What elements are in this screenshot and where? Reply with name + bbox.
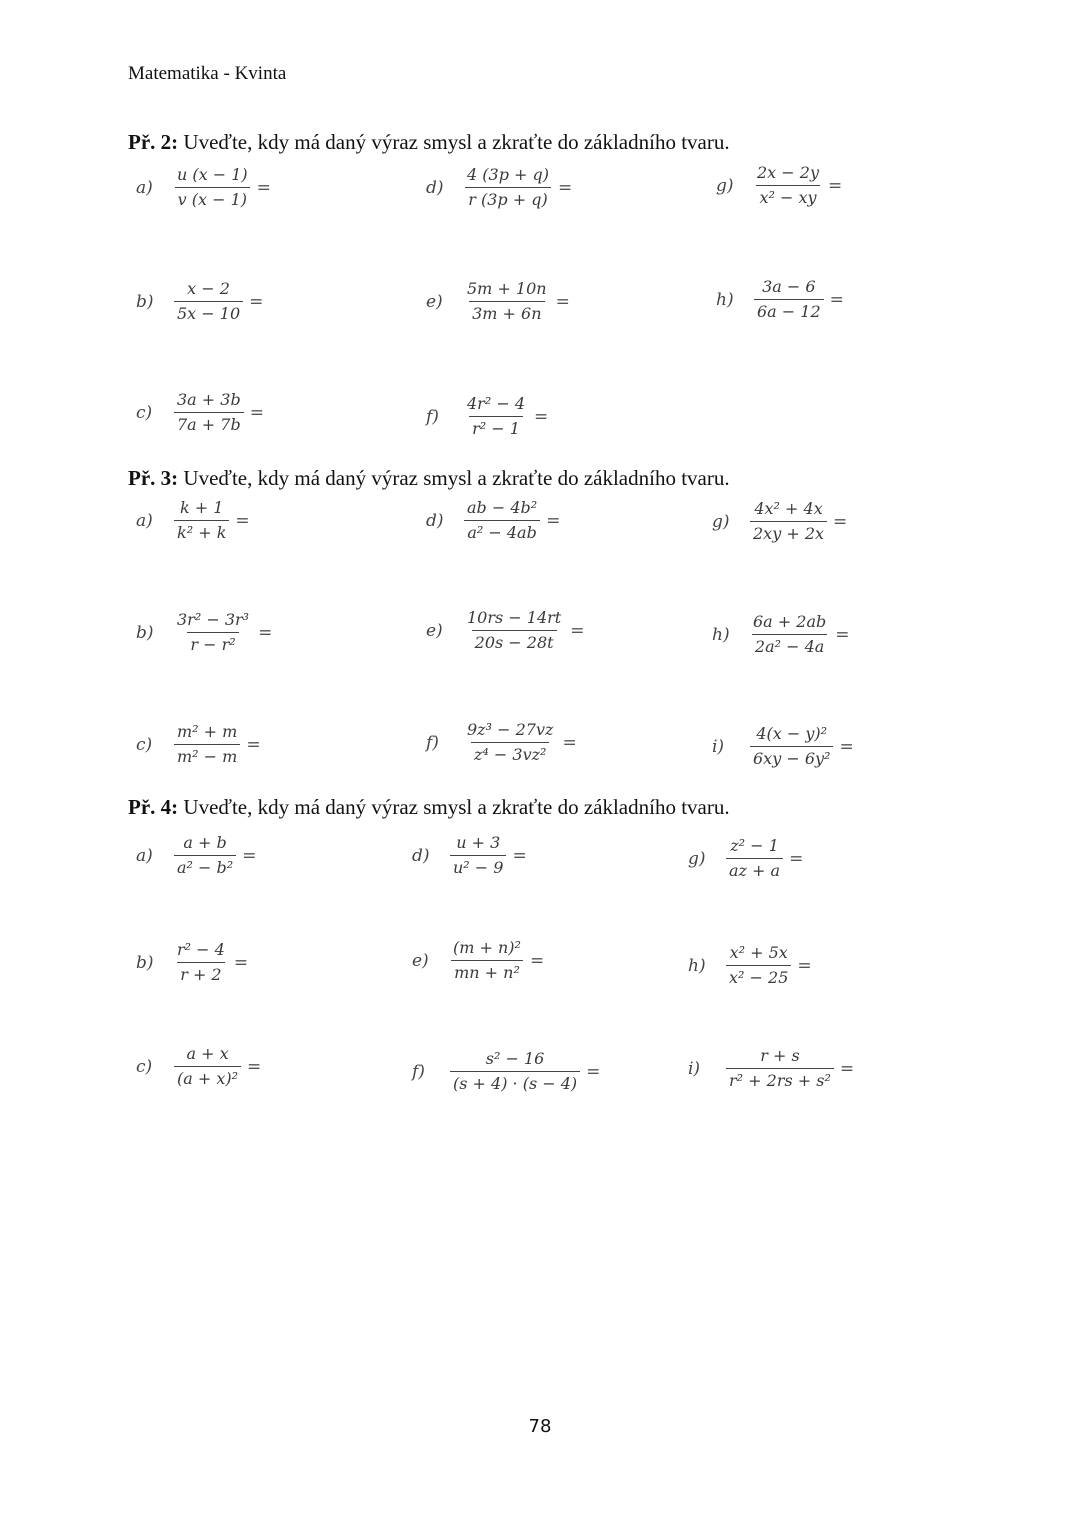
numerator: m² + m	[177, 722, 238, 741]
fraction	[464, 608, 564, 653]
denominator: r − r²	[187, 632, 238, 655]
exercise-2g	[716, 163, 842, 208]
exercise-label: f)	[412, 1061, 425, 1082]
exercise-label: c)	[136, 1056, 153, 1077]
denominator: z⁴ − 3vz²	[471, 742, 549, 765]
section-instruction: Uveďte, kdy má daný výraz smysl a zkraťte do základního tvaru.	[178, 130, 730, 154]
equals-sign: =	[833, 511, 848, 532]
denominator: a² − 4ab	[464, 520, 540, 543]
fraction	[726, 943, 791, 988]
denominator: mn + n²	[451, 960, 523, 983]
numerator: 3a − 6	[762, 277, 816, 296]
section-prefix: Př. 4:	[128, 795, 179, 819]
exercise-2c	[136, 390, 264, 435]
denominator: (a + x)²	[174, 1066, 241, 1089]
denominator: 7a + 7b	[174, 412, 244, 435]
exercise-label: b)	[136, 291, 154, 312]
section-heading-4	[128, 795, 730, 820]
equals-sign: =	[839, 736, 854, 757]
exercise-3i	[712, 724, 854, 769]
numerator: 9z³ − 27vz	[467, 720, 554, 739]
denominator: 6xy − 6y²	[750, 746, 833, 769]
denominator: r² − 1	[469, 416, 523, 439]
numerator: x² + 5x	[729, 943, 788, 962]
fraction	[754, 163, 822, 208]
numerator: a + b	[183, 833, 227, 852]
section-instruction: Uveďte, kdy má daný výraz smysl a zkraťte do základního tvaru.	[178, 795, 730, 819]
numerator: 4x² + 4x	[754, 499, 823, 518]
numerator: 5m + 10n	[467, 279, 547, 298]
fraction	[750, 499, 827, 544]
exercise-2h	[716, 277, 844, 322]
exercise-3g	[712, 499, 847, 544]
exercise-label: a)	[136, 845, 153, 866]
exercise-4g	[688, 836, 803, 881]
numerator: (m + n)²	[453, 938, 521, 957]
numerator: a + x	[186, 1044, 229, 1063]
numerator: 6a + 2ab	[753, 612, 827, 631]
equals-sign: =	[828, 175, 843, 196]
equals-sign: =	[235, 510, 250, 531]
exercise-label: e)	[426, 291, 443, 312]
denominator: az + a	[726, 858, 783, 881]
denominator: (s + 4) · (s − 4)	[450, 1071, 580, 1094]
exercise-label: h)	[712, 624, 730, 645]
exercise-label: c)	[136, 734, 153, 755]
exercise-label: g)	[712, 511, 730, 532]
denominator: m² − m	[174, 744, 240, 767]
numerator: s² − 16	[485, 1049, 545, 1068]
equals-sign: =	[247, 1056, 262, 1077]
section-prefix: Př. 3:	[128, 466, 179, 490]
numerator: u + 3	[456, 833, 501, 852]
equals-sign: =	[249, 291, 264, 312]
exercise-label: b)	[136, 622, 154, 643]
exercise-3h	[712, 612, 850, 657]
exercise-3a	[136, 498, 250, 543]
equals-sign: =	[534, 406, 549, 427]
numerator: 2x − 2y	[757, 163, 819, 182]
fraction	[174, 610, 252, 655]
exercise-4c	[136, 1044, 261, 1089]
exercise-label: a)	[136, 177, 153, 198]
fraction	[450, 1049, 580, 1094]
denominator: x² − 25	[726, 965, 791, 988]
equals-sign: =	[555, 291, 570, 312]
exercise-label: i)	[712, 736, 725, 757]
exercise-4b	[136, 940, 248, 985]
equals-sign: =	[839, 1058, 855, 1079]
numerator: u (x − 1)	[177, 165, 248, 184]
fraction	[750, 612, 829, 657]
fraction	[754, 277, 824, 322]
denominator: 2xy + 2x	[750, 521, 827, 544]
numerator: z² − 1	[730, 836, 779, 855]
exercise-4d	[412, 833, 527, 878]
exercise-2d	[426, 165, 572, 210]
exercise-label: g)	[688, 848, 706, 869]
denominator: 3m + 6n	[469, 301, 544, 324]
exercise-label: e)	[426, 620, 443, 641]
denominator: r² + 2rs + s²	[726, 1068, 834, 1091]
exercise-label: d)	[426, 510, 444, 531]
fraction	[450, 833, 506, 878]
fraction	[174, 1044, 241, 1089]
equals-sign: =	[258, 622, 273, 643]
exercise-3d	[426, 498, 560, 543]
fraction	[174, 940, 228, 985]
equals-sign: =	[829, 289, 844, 310]
exercise-label: d)	[426, 177, 444, 198]
fraction	[464, 165, 552, 210]
exercise-2e	[426, 279, 570, 324]
exercise-3b	[136, 610, 272, 655]
exercise-label: h)	[716, 289, 734, 310]
fraction	[174, 165, 251, 210]
denominator: 6a − 12	[754, 299, 824, 322]
numerator: 3r² − 3r³	[177, 610, 250, 629]
exercise-4i	[688, 1046, 854, 1091]
denominator: r (3p + q)	[465, 187, 550, 210]
exercise-3e	[426, 608, 584, 653]
denominator: 2a² − 4a	[752, 634, 827, 657]
fraction	[174, 279, 243, 324]
denominator: x² − xy	[756, 185, 819, 208]
numerator: r + s	[760, 1046, 800, 1065]
document-header: Matematika - Kvinta	[128, 63, 287, 84]
exercise-4h	[688, 943, 812, 988]
equals-sign: =	[586, 1061, 601, 1082]
equals-sign: =	[558, 177, 573, 198]
exercise-label: a)	[136, 510, 153, 531]
fraction	[750, 724, 833, 769]
exercise-2b	[136, 279, 263, 324]
equals-sign: =	[246, 734, 261, 755]
equals-sign: =	[546, 510, 561, 531]
numerator: 4(x − y)²	[756, 724, 828, 743]
denominator: v (x − 1)	[175, 187, 250, 210]
denominator: k² + k	[174, 520, 229, 543]
exercise-label: e)	[412, 950, 429, 971]
fraction	[464, 394, 528, 439]
exercise-3c	[136, 722, 261, 767]
numerator: ab − 4b²	[467, 498, 538, 517]
denominator: u² − 9	[450, 855, 506, 878]
exercise-4f	[412, 1049, 600, 1094]
equals-sign: =	[789, 848, 804, 869]
section-instruction: Uveďte, kdy má daný výraz smysl a zkraťte do základního tvaru.	[178, 466, 730, 490]
numerator: 3a + 3b	[177, 390, 241, 409]
section-heading-2	[128, 130, 730, 155]
exercise-label: h)	[688, 955, 706, 976]
equals-sign: =	[233, 952, 249, 973]
fraction	[450, 938, 524, 983]
exercise-label: c)	[136, 402, 153, 423]
fraction	[174, 390, 244, 435]
numerator: x − 2	[187, 279, 230, 298]
fraction	[174, 833, 236, 878]
equals-sign: =	[242, 845, 257, 866]
fraction	[174, 498, 229, 543]
exercise-label: d)	[412, 845, 430, 866]
numerator: 4 (3p + q)	[467, 165, 549, 184]
equals-sign: =	[256, 177, 271, 198]
numerator: r² − 4	[177, 940, 225, 959]
equals-sign: =	[797, 955, 812, 976]
exercise-3f	[426, 720, 577, 765]
exercise-2f	[426, 394, 548, 439]
equals-sign: =	[562, 732, 577, 753]
exercise-label: i)	[688, 1058, 701, 1079]
denominator: 20s − 28t	[472, 630, 557, 653]
denominator: a² − b²	[174, 855, 236, 878]
section-heading-3	[128, 466, 730, 491]
exercise-label: f)	[426, 732, 439, 753]
page-number: 78	[528, 1416, 552, 1437]
numerator: 10rs − 14rt	[467, 608, 562, 627]
equals-sign: =	[529, 950, 545, 971]
denominator: r + 2	[177, 962, 224, 985]
exercise-2a	[136, 165, 271, 210]
equals-sign: =	[570, 620, 585, 641]
fraction	[464, 279, 550, 324]
fraction	[464, 498, 540, 543]
exercise-label: b)	[136, 952, 154, 973]
fraction	[726, 1046, 834, 1091]
section-prefix: Př. 2:	[128, 130, 179, 154]
exercise-label: g)	[716, 175, 734, 196]
equals-sign: =	[835, 624, 850, 645]
exercise-label: f)	[426, 406, 439, 427]
fraction	[726, 836, 783, 881]
denominator: 5x − 10	[174, 301, 243, 324]
numerator: 4r² − 4	[467, 394, 525, 413]
exercise-4a	[136, 833, 256, 878]
equals-sign: =	[249, 402, 264, 423]
equals-sign: =	[512, 845, 527, 866]
numerator: k + 1	[179, 498, 224, 517]
fraction	[174, 722, 240, 767]
exercise-4e	[412, 938, 544, 983]
fraction	[464, 720, 556, 765]
